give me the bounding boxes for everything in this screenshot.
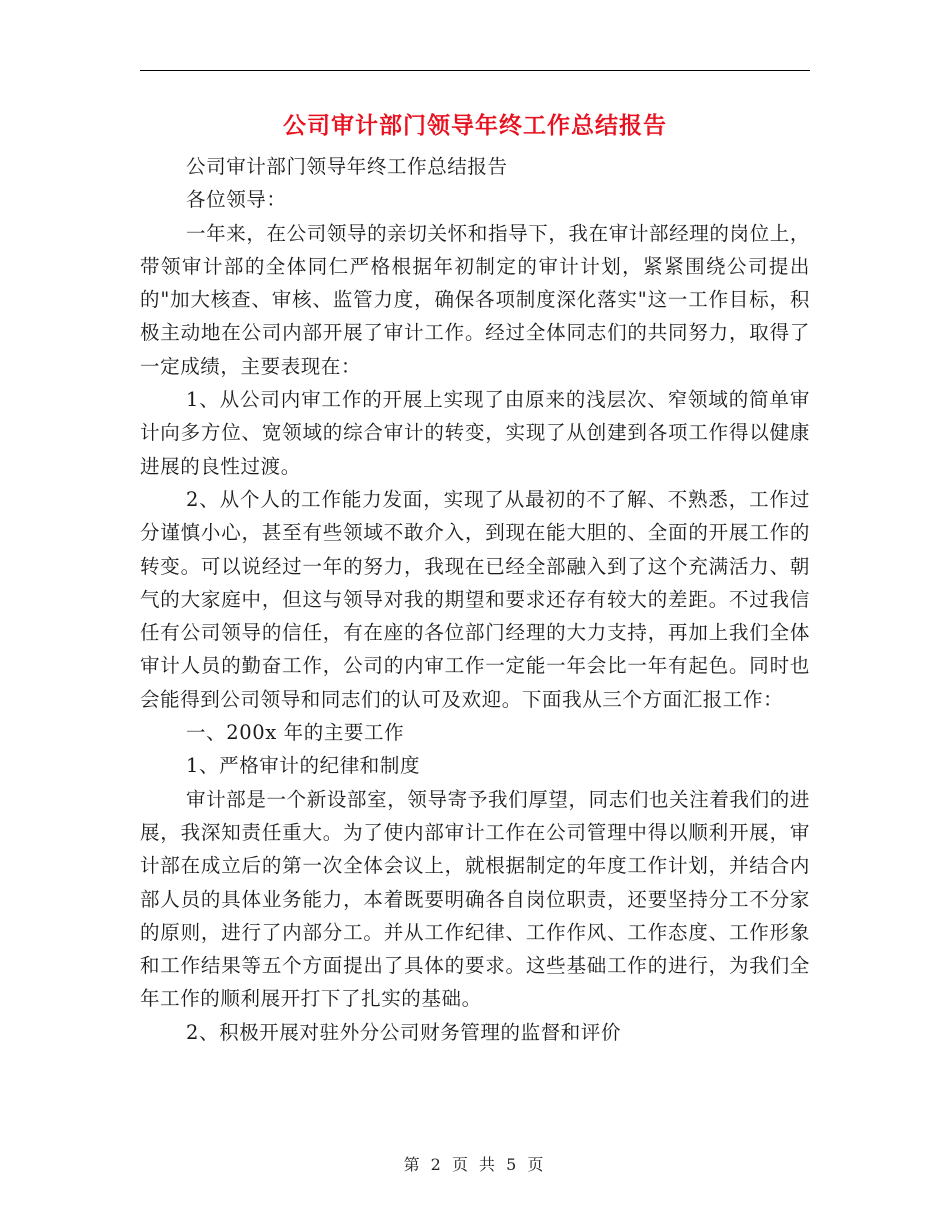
achievement-2-paragraph: 2、从个人的工作能力发面，实现了从最初的不了解、不熟悉，工作过分谨慎小心，甚至有些领域不敢介入，到现在能大胆的、全面的开展工作的转变。可以说经过一年的努力，我现在已经全部融入到了这个充满活力、朝气的大家庭中，但这与领导对我的期望和要求还存有较大的差距。不过我信任有公司领导的信任，有在座的各位部门经理的大力支持，再加上我们全体审计人员的勤奋工作，公司的内审工作一定能一年会比一年有起色。同时也会能得到公司领导和同志们的认可及欢迎。下面我从三个方面汇报工作： <box>140 487 810 711</box>
discipline-paragraph: 审计部是一个新设部室，领导寄予我们厚望，同志们也关注着我们的进展，我深知责任重大。为了使内部审计工作在公司管理中得以顺利开展，审计部在成立后的第一次全体会议上，就根据制定的年度工作计划，并结合内部人员的具体业务能力，本着既要明确各自岗位职责，还要坚持分工不分家的原则，进行了内部分工。并从工作纪律、工作作风、工作态度、工作形象和工作结果等五个方面提出了具体的要求。这些基础工作的进行，为我们全年工作的顺利展开打下了扎实的基础。 <box>140 787 810 1011</box>
subtitle-paragraph: 公司审计部门领导年终工作总结报告 <box>186 155 508 178</box>
section-heading-main-work: 一、200x 年的主要工作 <box>186 721 405 745</box>
subheading-discipline: 1、严格审计的纪律和制度 <box>186 754 421 778</box>
intro-paragraph: 一年来，在公司领导的亲切关怀和指导下，我在审计部经理的岗位上，带领审计部的全体同仁严格根据年初制定的审计计划，紧紧围绕公司提出的"加大核查、审核、监管力度，确保各项制度深化落实"这一工作目标，积极主动地在公司内部开展了审计工作。经过全体同志们的共同努力，取得了一定成绩，主要表现在： <box>140 221 810 378</box>
subheading-branch-supervision: 2、积极开展对驻外分公司财务管理的监督和评价 <box>186 1020 622 1044</box>
document-title: 公司审计部门领导年终工作总结报告 <box>283 112 667 139</box>
page-number-footer: 第 2 页 共 5 页 <box>403 1155 547 1174</box>
document-body <box>140 150 810 1049</box>
salutation-paragraph: 各位领导： <box>186 188 287 212</box>
achievement-1-paragraph: 1、从公司内审工作的开展上实现了由原来的浅层次、窄领域的简单审计向多方位、宽领域的综合审计的转变，实现了从创建到各项工作得以健康进展的良性过渡。 <box>140 388 810 478</box>
header-rule <box>140 70 810 71</box>
